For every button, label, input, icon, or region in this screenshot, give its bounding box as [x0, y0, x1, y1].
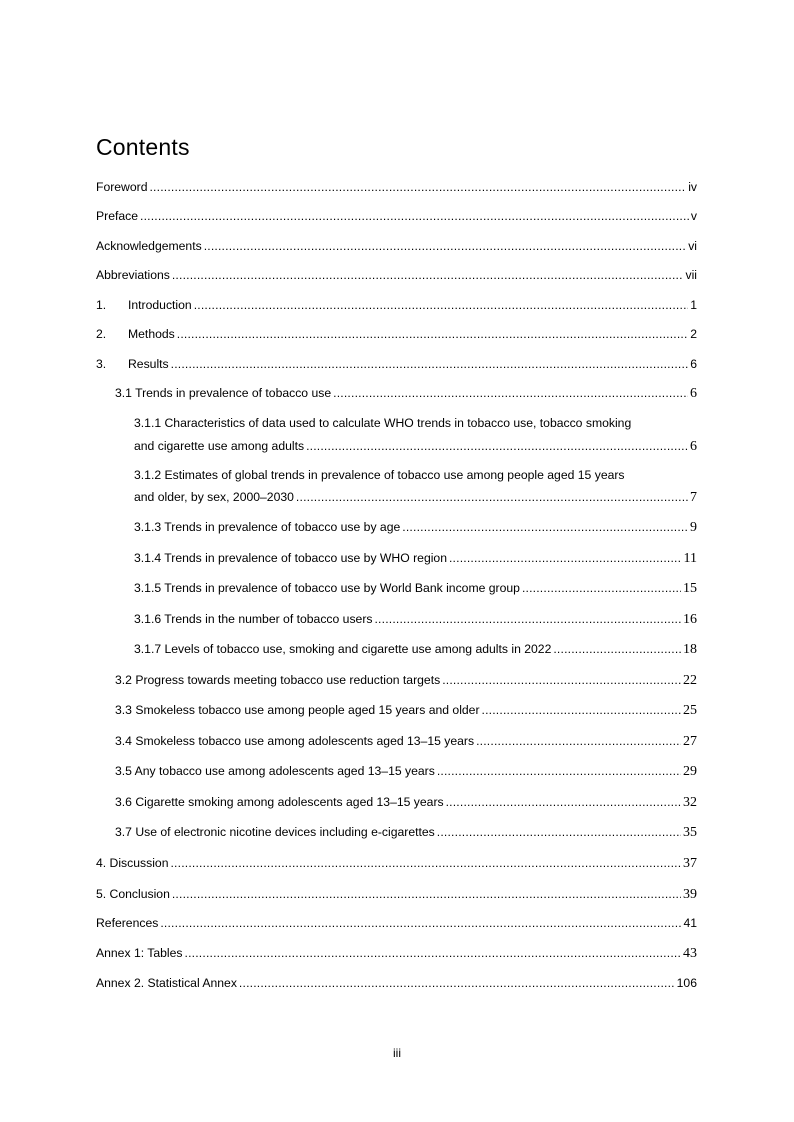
toc-entry-number: 1. [96, 298, 107, 312]
toc-entry-title: Abbreviations [96, 268, 170, 282]
toc-entry-title: 3.7 Use of electronic nicotine devices including e-cigarettes [115, 825, 435, 839]
dot-leader [437, 824, 681, 840]
toc-entry-foreword[interactable] [96, 179, 697, 195]
toc-entry-3-1-1[interactable] [134, 438, 697, 455]
toc-entry-annex-1[interactable] [96, 945, 697, 962]
toc-entry-3-7[interactable] [115, 824, 697, 841]
dot-leader [140, 208, 689, 224]
toc-entry-title: and cigarette use among adults [134, 439, 305, 453]
toc-entry-page: 16 [683, 612, 697, 627]
toc-entry-page: 22 [683, 673, 697, 688]
dot-leader [476, 733, 681, 749]
toc-entry-title: 3.1.7 Levels of tobacco use, smoking and cigarette use among adults in 2022 [134, 642, 552, 656]
toc-entry-title: Introduction [128, 298, 192, 312]
toc-entry-title: 3.6 Cigarette smoking among adolescents aged 13–15 years [115, 795, 444, 809]
page-number: iii [393, 1046, 401, 1060]
toc-entry-number: 3. [96, 357, 107, 371]
toc-entry-3-1-6[interactable] [134, 611, 697, 628]
toc-entry-title: 3.1.5 Trends in prevalence of tobacco use by World Bank income group [134, 581, 520, 595]
toc-entry-abbreviations[interactable] [96, 267, 697, 283]
dot-leader [204, 238, 687, 254]
dot-leader [442, 672, 681, 688]
toc-entry-3-1-4[interactable] [134, 550, 697, 567]
toc-entry-page: iv [688, 180, 697, 194]
toc-entry-page: 43 [683, 946, 697, 961]
dot-leader [437, 763, 681, 779]
dot-leader [333, 385, 688, 401]
toc-entry-3-1-1-line1[interactable]: 3.1.1 Characteristics of data used to calculate WHO trends in tobacco use, tobacco smoking [134, 416, 632, 430]
toc-entry-title: 3.5 Any tobacco use among adolescents aged 13–15 years [115, 764, 435, 778]
toc-entry-introduction[interactable] [96, 297, 697, 313]
toc-entry-title: Annex 1: Tables [96, 946, 183, 960]
dot-leader [296, 489, 688, 505]
toc-entry-3-2[interactable] [115, 672, 697, 689]
dot-leader [194, 297, 689, 313]
dot-leader [374, 611, 681, 627]
toc-entry-page: vi [688, 239, 697, 253]
toc-entry-page: 7 [690, 490, 697, 505]
toc-entry-discussion[interactable] [96, 855, 697, 872]
toc-entry-title: 3.1 Trends in prevalence of tobacco use [115, 386, 332, 400]
toc-entry-page: 39 [683, 887, 697, 902]
toc-entry-3-1-2[interactable] [134, 489, 697, 506]
toc-entry-page: 6 [690, 357, 697, 371]
dot-leader [239, 975, 675, 991]
toc-entry-3-6[interactable] [115, 794, 697, 811]
dot-leader [177, 326, 688, 342]
toc-entry-methods[interactable] [96, 326, 697, 342]
toc-entry-references[interactable] [96, 915, 697, 931]
toc-entry-title: Methods [128, 327, 175, 341]
dot-leader [522, 580, 681, 596]
toc-entry-page: 37 [683, 856, 697, 871]
toc-entry-number: 2. [96, 327, 107, 341]
toc-entry-3-1-7[interactable] [134, 641, 697, 658]
toc-entry-page: 2 [690, 327, 697, 341]
dot-leader [402, 519, 688, 535]
dot-leader [482, 702, 681, 718]
toc-entry-page: 25 [683, 703, 697, 718]
toc-entry-3-5[interactable] [115, 763, 697, 780]
toc-entry-title: 4. Discussion [96, 856, 169, 870]
toc-entry-title: Preface [96, 209, 139, 223]
toc-entry-page: 1 [690, 298, 697, 312]
toc-entry-page: 32 [683, 795, 697, 810]
toc-entry-page: 29 [683, 764, 697, 779]
toc-entry-title: Annex 2. Statistical Annex [96, 976, 237, 990]
toc-entry-3-4[interactable] [115, 733, 697, 750]
dot-leader [172, 886, 681, 902]
toc-entry-3-1-3[interactable] [134, 519, 697, 536]
dot-leader [185, 945, 681, 961]
dot-leader [160, 915, 681, 931]
toc-entry-3-1-5[interactable] [134, 580, 697, 597]
toc-entry-title: Acknowledgements [96, 239, 202, 253]
toc-entry-title: 3.2 Progress towards meeting tobacco use reduction targets [115, 673, 441, 687]
toc-entry-annex-2[interactable] [96, 975, 697, 991]
toc-entry-title: Foreword [96, 180, 148, 194]
toc-entry-conclusion[interactable] [96, 886, 697, 903]
toc-entry-results[interactable] [96, 356, 697, 372]
toc-entry-title: Results [128, 357, 169, 371]
toc-entry-3-1-2-line1[interactable]: 3.1.2 Estimates of global trends in prevalence of tobacco use among people aged 15 years [134, 468, 625, 482]
toc-entry-3-1[interactable] [115, 385, 697, 402]
dot-leader [446, 794, 681, 810]
toc-entry-page: 9 [690, 520, 697, 535]
dot-leader [172, 267, 684, 283]
toc-entry-page: 11 [683, 551, 697, 566]
toc-entry-preface[interactable] [96, 208, 697, 224]
toc-entry-title: 3.1.6 Trends in the number of tobacco users [134, 612, 373, 626]
toc-entry-page: 6 [690, 439, 697, 454]
toc-entry-page: 6 [690, 386, 697, 401]
toc-entry-page: vii [685, 268, 697, 282]
toc-entry-title: References [96, 916, 159, 930]
toc-entry-page: 106 [676, 976, 697, 990]
toc-entry-title: 3.3 Smokeless tobacco use among people aged 15 years and older [115, 703, 480, 717]
toc-entry-page: 15 [683, 581, 697, 596]
dot-leader [553, 641, 681, 657]
toc-entry-title: 3.4 Smokeless tobacco use among adolescents aged 13–15 years [115, 734, 475, 748]
toc-entry-acknowledgements[interactable] [96, 238, 697, 254]
dot-leader [170, 855, 681, 871]
toc-entry-3-3[interactable] [115, 702, 697, 719]
toc-entry-page: 35 [683, 825, 697, 840]
toc-entry-title: 3.1.3 Trends in prevalence of tobacco use by age [134, 520, 401, 534]
toc-entry-page: v [690, 209, 697, 223]
dot-leader [306, 438, 688, 454]
dot-leader [171, 356, 689, 372]
dot-leader [149, 179, 686, 195]
toc-entry-title: 5. Conclusion [96, 887, 170, 901]
page-title: Contents [96, 134, 190, 160]
dot-leader [449, 550, 682, 566]
toc-entry-page: 27 [683, 734, 697, 749]
toc-entry-title: and older, by sex, 2000–2030 [134, 490, 294, 504]
toc-entry-title: 3.1.4 Trends in prevalence of tobacco use by WHO region [134, 551, 447, 565]
toc-entry-page: 41 [683, 916, 697, 930]
toc-entry-page: 18 [683, 642, 697, 657]
